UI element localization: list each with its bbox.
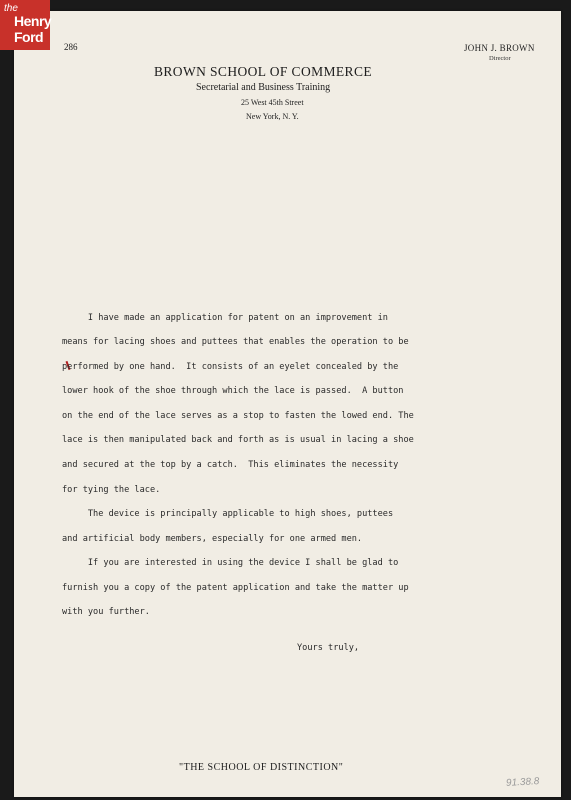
- letterhead-address: 25 West 45th Street: [241, 98, 304, 107]
- letterhead-subtitle: Secretarial and Business Training: [196, 82, 331, 93]
- logo-text-ford: Ford: [14, 29, 44, 45]
- body-line: The device is principally applicable to high shoes, puttees: [62, 509, 394, 519]
- reference-number: 286: [64, 42, 78, 52]
- closing-salutation: Yours truly,: [297, 643, 360, 653]
- logo-text-henry: Henry: [14, 13, 52, 29]
- body-line: for tying the lace.: [62, 485, 161, 495]
- body-line: with you further.: [62, 607, 150, 617]
- letterhead-school-name: BROWN SCHOOL OF COMMERCE: [154, 64, 372, 79]
- henry-ford-logo: [0, 0, 50, 50]
- body-line: lower hook of the shoe through which the lace is passed. A button: [62, 386, 404, 396]
- director-title: Director: [489, 55, 511, 62]
- body-line: and secured at the top by a catch. This eliminates the necessity: [62, 460, 399, 470]
- body-line: If you are interested in using the device I shall be glad to: [62, 558, 399, 568]
- body-line: performed by one hand. It consists of an eyelet concealed by the: [62, 362, 399, 372]
- body-line: I have made an application for patent on an improvement in: [62, 313, 388, 323]
- archive-pencil-number: 91.38.8: [505, 776, 540, 789]
- body-line: means for lacing shoes and puttees that enables the operation to be: [62, 337, 409, 347]
- body-line: on the end of the lace serves as a stop to fasten the lowed end. The: [62, 411, 414, 421]
- letter-page: [14, 11, 561, 797]
- body-line: lace is then manipulated back and forth as is usual in lacing a shoe: [62, 435, 414, 445]
- body-line: and artificial body members, especially for one armed men.: [62, 534, 363, 544]
- body-line: furnish you a copy of the patent application and take the matter up: [62, 583, 409, 593]
- logo-text-the: the: [4, 3, 18, 14]
- director-name: JOHN J. BROWN: [464, 43, 535, 53]
- footer-tagline: "THE SCHOOL OF DISTINCTION": [179, 762, 344, 773]
- letterhead-city: New York, N. Y.: [246, 112, 299, 121]
